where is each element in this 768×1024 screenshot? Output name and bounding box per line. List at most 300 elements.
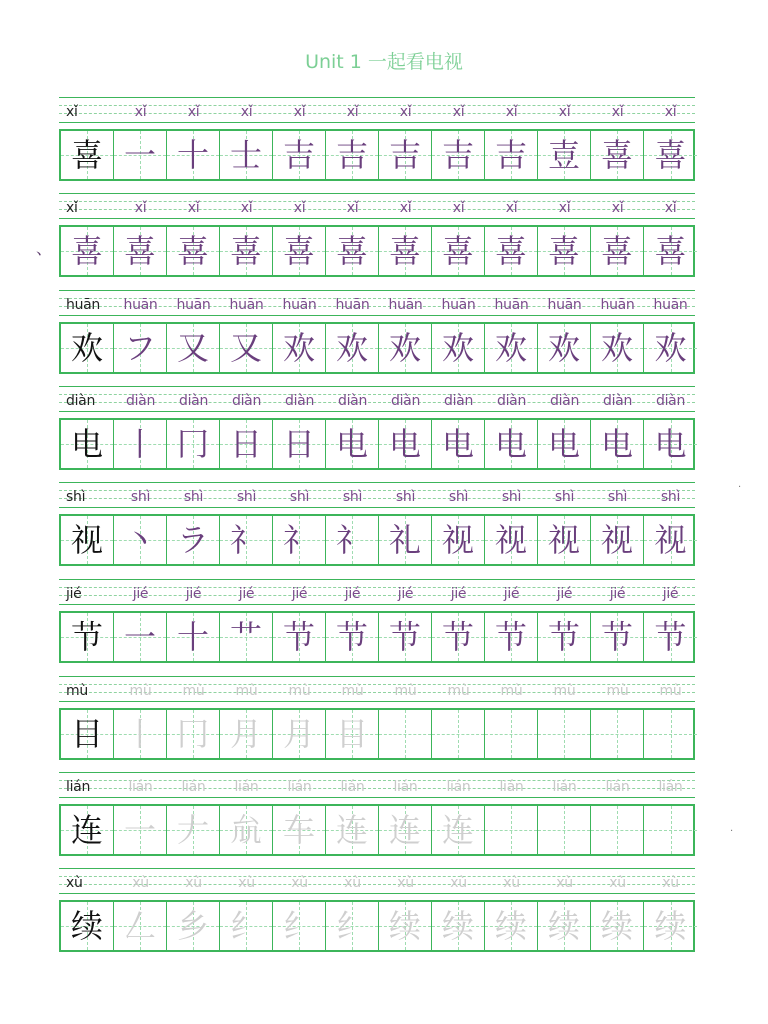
- pinyin-rule: [59, 579, 695, 580]
- pinyin-practice: diàn: [496, 393, 527, 409]
- practice-character: 一: [123, 811, 156, 849]
- practice-character: 电: [654, 425, 687, 463]
- practice-character: 节: [282, 618, 315, 656]
- practice-character: 电: [441, 425, 474, 463]
- example-char-cell: [61, 516, 114, 564]
- pinyin-practice: mù: [447, 683, 470, 699]
- example-character: 续: [70, 907, 103, 945]
- practice-char-cell: [273, 613, 326, 661]
- practice-char-cell: [432, 516, 485, 564]
- practice-char-cell: [167, 227, 220, 275]
- practice-char-cell: [326, 420, 379, 468]
- pinyin-practice: xǐ: [664, 200, 677, 216]
- pinyin-example: jié: [66, 586, 82, 602]
- pinyin-practice: xù: [662, 875, 679, 891]
- pinyin-practice: xù: [238, 875, 255, 891]
- pinyin-practice: xǐ: [452, 104, 465, 120]
- practice-char-cell: [432, 131, 485, 179]
- pinyin-band: [59, 676, 695, 702]
- example-character: 欢: [70, 329, 103, 367]
- practice-character: 视: [654, 521, 687, 559]
- pinyin-practice: xù: [450, 875, 467, 891]
- practice-character: 续: [547, 907, 580, 945]
- practice-character: 连: [335, 811, 368, 849]
- practice-character: 纟: [335, 907, 368, 945]
- pinyin-practice: huān: [335, 297, 370, 313]
- practice-character: 欢: [494, 329, 527, 367]
- practice-char-cell: [379, 516, 432, 564]
- practice-row-4: [59, 482, 695, 566]
- practice-char-cell: [114, 131, 167, 179]
- practice-character: 纟: [282, 907, 315, 945]
- practice-char-cell: [485, 420, 538, 468]
- practice-character: 节: [441, 618, 474, 656]
- practice-char-cell: [432, 420, 485, 468]
- practice-char-cell: [379, 227, 432, 275]
- practice-char-cell: [432, 324, 485, 372]
- practice-character: 节: [494, 618, 527, 656]
- pinyin-band: [59, 290, 695, 316]
- pinyin-practice: jié: [397, 586, 414, 602]
- example-character: 连: [70, 811, 103, 849]
- example-character: 目: [70, 715, 103, 753]
- pinyin-practice: diàn: [390, 393, 421, 409]
- pinyin-band: [59, 482, 695, 508]
- practice-character: 一: [123, 618, 156, 656]
- pinyin-rule: [59, 893, 695, 894]
- practice-character: 喜: [388, 232, 421, 270]
- practice-char-cell: [538, 131, 591, 179]
- practice-character: 节: [547, 618, 580, 656]
- practice-char-cell: [485, 613, 538, 661]
- practice-char-cell: [644, 710, 697, 758]
- practice-char-cell: [644, 806, 697, 854]
- practice-character: 视: [600, 521, 633, 559]
- practice-char-cell: [538, 613, 591, 661]
- pinyin-practice: lián: [658, 779, 683, 795]
- practice-char-cell: [114, 324, 167, 372]
- pinyin-rule: [59, 386, 695, 387]
- pinyin-rule: [59, 315, 695, 316]
- practice-char-cell: [538, 420, 591, 468]
- practice-character: 纟: [229, 907, 262, 945]
- pinyin-rule: [59, 772, 695, 773]
- practice-char-cell: [273, 324, 326, 372]
- practice-row-8: [59, 868, 695, 952]
- practice-character: 一: [123, 136, 156, 174]
- practice-row-3: [59, 386, 695, 470]
- pinyin-practice: shì: [183, 489, 204, 505]
- pinyin-practice: huān: [123, 297, 158, 313]
- pinyin-practice: shì: [130, 489, 151, 505]
- pinyin-practice: jié: [503, 586, 520, 602]
- pinyin-example: shì: [66, 489, 86, 505]
- practice-row-1: [59, 193, 695, 277]
- practice-char-cell: [432, 902, 485, 950]
- example-char-cell: [61, 613, 114, 661]
- practice-character: 冂: [176, 425, 209, 463]
- practice-character: 连: [388, 811, 421, 849]
- practice-row-2: [59, 290, 695, 374]
- cell-guide-horizontal: [538, 830, 590, 831]
- practice-character: 丶: [123, 521, 156, 559]
- practice-character: 视: [547, 521, 580, 559]
- pinyin-practice: lián: [446, 779, 471, 795]
- pinyin-practice: xǐ: [452, 200, 465, 216]
- practice-row-7: [59, 772, 695, 856]
- practice-char-cell: [273, 710, 326, 758]
- practice-character: 喜: [176, 232, 209, 270]
- practice-char-cell: [220, 324, 273, 372]
- cell-guide-horizontal: [485, 830, 537, 831]
- pinyin-band: [59, 386, 695, 412]
- practice-char-cell: [273, 902, 326, 950]
- practice-char-cell: [591, 324, 644, 372]
- pinyin-practice: xǐ: [346, 200, 359, 216]
- practice-character: 电: [388, 425, 421, 463]
- practice-char-cell: [485, 902, 538, 950]
- practice-character: 目: [335, 715, 368, 753]
- pinyin-practice: mù: [182, 683, 205, 699]
- practice-character: 电: [600, 425, 633, 463]
- practice-char-cell: [326, 324, 379, 372]
- practice-char-cell: [379, 806, 432, 854]
- practice-character: 喜: [547, 232, 580, 270]
- practice-character: フ: [123, 329, 156, 367]
- pinyin-practice: huān: [388, 297, 423, 313]
- pinyin-practice: mù: [341, 683, 364, 699]
- practice-char-cell: [220, 613, 273, 661]
- cell-guide-horizontal: [485, 734, 537, 735]
- pinyin-practice: huān: [282, 297, 317, 313]
- pinyin-practice: diàn: [231, 393, 262, 409]
- practice-character: 十: [176, 618, 209, 656]
- pinyin-practice: shì: [236, 489, 257, 505]
- pinyin-practice: xǐ: [240, 200, 253, 216]
- example-char-cell: [61, 131, 114, 179]
- pinyin-rule: [59, 290, 695, 291]
- pinyin-rule: [59, 193, 695, 194]
- practice-character: 欢: [600, 329, 633, 367]
- pinyin-practice: shì: [342, 489, 363, 505]
- practice-character: 续: [654, 907, 687, 945]
- practice-char-cell: [220, 516, 273, 564]
- cell-guide-horizontal: [591, 830, 643, 831]
- pinyin-practice: lián: [287, 779, 312, 795]
- pinyin-practice: shì: [660, 489, 681, 505]
- practice-char-cell: [379, 131, 432, 179]
- practice-character: 吉: [441, 136, 474, 174]
- example-char-cell: [61, 227, 114, 275]
- practice-character: 欢: [282, 329, 315, 367]
- pinyin-rule: [59, 868, 695, 869]
- pinyin-practice: xǐ: [505, 104, 518, 120]
- pinyin-practice: mù: [553, 683, 576, 699]
- pinyin-practice: huān: [653, 297, 688, 313]
- practice-character: 续: [600, 907, 633, 945]
- pinyin-practice: huān: [547, 297, 582, 313]
- example-char-cell: [61, 420, 114, 468]
- pinyin-practice: xù: [503, 875, 520, 891]
- pinyin-practice: xǐ: [293, 104, 306, 120]
- practice-character: 礻: [335, 521, 368, 559]
- practice-char-cell: [485, 131, 538, 179]
- pinyin-practice: xǐ: [611, 104, 624, 120]
- practice-character: 礼: [388, 521, 421, 559]
- practice-character: 喜: [229, 232, 262, 270]
- pinyin-practice: xù: [291, 875, 308, 891]
- tianzige-grid: [59, 611, 695, 663]
- pinyin-practice: xǐ: [611, 200, 624, 216]
- practice-char-cell: [220, 902, 273, 950]
- tianzige-grid: [59, 708, 695, 760]
- practice-char-cell: [114, 516, 167, 564]
- practice-char-cell: [591, 516, 644, 564]
- practice-char-cell: [379, 324, 432, 372]
- practice-char-cell: [220, 710, 273, 758]
- pinyin-rule: [59, 482, 695, 483]
- pinyin-rule: [59, 507, 695, 508]
- practice-character: 续: [388, 907, 421, 945]
- practice-char-cell: [644, 131, 697, 179]
- pinyin-practice: shì: [289, 489, 310, 505]
- pinyin-practice: xǐ: [399, 200, 412, 216]
- practice-row-6: [59, 676, 695, 760]
- practice-character: 欢: [335, 329, 368, 367]
- practice-character: 电: [494, 425, 527, 463]
- practice-character: 电: [335, 425, 368, 463]
- cell-guide-horizontal: [432, 734, 484, 735]
- practice-char-cell: [273, 420, 326, 468]
- practice-char-cell: [538, 710, 591, 758]
- practice-character: 𠃋: [123, 907, 156, 945]
- pinyin-practice: xǐ: [558, 200, 571, 216]
- practice-character: 礻: [229, 521, 262, 559]
- pinyin-practice: huān: [600, 297, 635, 313]
- practice-character: 电: [547, 425, 580, 463]
- practice-char-cell: [273, 806, 326, 854]
- practice-char-cell: [432, 806, 485, 854]
- example-character: 电: [70, 425, 103, 463]
- practice-character: 喜: [441, 232, 474, 270]
- pinyin-practice: xù: [556, 875, 573, 891]
- cell-guide-horizontal: [644, 734, 697, 735]
- practice-character: 喜: [494, 232, 527, 270]
- practice-character: 欢: [654, 329, 687, 367]
- practice-character: 喜: [335, 232, 368, 270]
- pinyin-practice: jié: [344, 586, 361, 602]
- example-character: 视: [70, 521, 103, 559]
- practice-char-cell: [432, 613, 485, 661]
- pinyin-practice: huān: [494, 297, 529, 313]
- pinyin-practice: huān: [229, 297, 264, 313]
- practice-character: 视: [441, 521, 474, 559]
- pinyin-practice: jié: [238, 586, 255, 602]
- stray-dot: ·: [730, 826, 734, 837]
- stray-dot: ·: [738, 482, 742, 493]
- practice-character: 冂: [176, 715, 209, 753]
- practice-char-cell: [379, 902, 432, 950]
- practice-char-cell: [644, 613, 697, 661]
- practice-char-cell: [538, 227, 591, 275]
- practice-char-cell: [167, 710, 220, 758]
- pinyin-practice: mù: [659, 683, 682, 699]
- pinyin-practice: mù: [129, 683, 152, 699]
- pinyin-practice: xù: [344, 875, 361, 891]
- pinyin-practice: huān: [176, 297, 211, 313]
- practice-character: 车: [282, 811, 315, 849]
- pinyin-practice: xù: [397, 875, 414, 891]
- tianzige-grid: [59, 322, 695, 374]
- practice-char-cell: [114, 902, 167, 950]
- practice-char-cell: [326, 710, 379, 758]
- practice-char-cell: [273, 227, 326, 275]
- pinyin-band: [59, 97, 695, 123]
- example-char-cell: [61, 324, 114, 372]
- pinyin-practice: xǐ: [293, 200, 306, 216]
- tianzige-grid: [59, 900, 695, 952]
- practice-char-cell: [485, 806, 538, 854]
- practice-character: 欢: [388, 329, 421, 367]
- practice-row-5: [59, 579, 695, 663]
- practice-char-cell: [220, 806, 273, 854]
- pinyin-practice: mù: [500, 683, 523, 699]
- pinyin-practice: huān: [441, 297, 476, 313]
- practice-char-cell: [326, 806, 379, 854]
- practice-character: 𠫠: [229, 811, 262, 849]
- practice-character: 吉: [388, 136, 421, 174]
- practice-char-cell: [644, 324, 697, 372]
- pinyin-practice: xǐ: [346, 104, 359, 120]
- example-char-cell: [61, 710, 114, 758]
- practice-character: 吉: [494, 136, 527, 174]
- practice-char-cell: [644, 902, 697, 950]
- practice-char-cell: [326, 131, 379, 179]
- pinyin-practice: xǐ: [187, 104, 200, 120]
- practice-character: 欢: [547, 329, 580, 367]
- practice-character: 喜: [123, 232, 156, 270]
- practice-character: 日: [282, 425, 315, 463]
- practice-character: 欢: [441, 329, 474, 367]
- pinyin-practice: jié: [132, 586, 149, 602]
- practice-character: 节: [388, 618, 421, 656]
- cell-guide-horizontal: [591, 734, 643, 735]
- practice-char-cell: [114, 710, 167, 758]
- practice-char-cell: [167, 131, 220, 179]
- practice-char-cell: [591, 613, 644, 661]
- pinyin-example: xǐ: [66, 104, 78, 120]
- tianzige-grid: [59, 418, 695, 470]
- practice-character: 壴: [547, 136, 580, 174]
- practice-character: ラ: [176, 521, 209, 559]
- practice-char-cell: [220, 420, 273, 468]
- practice-char-cell: [114, 420, 167, 468]
- practice-character: 视: [494, 521, 527, 559]
- pinyin-practice: diàn: [549, 393, 580, 409]
- pinyin-band: [59, 579, 695, 605]
- practice-char-cell: [326, 613, 379, 661]
- practice-char-cell: [326, 227, 379, 275]
- pinyin-practice: lián: [605, 779, 630, 795]
- practice-char-cell: [167, 420, 220, 468]
- pinyin-practice: xǐ: [187, 200, 200, 216]
- practice-character: 喜: [600, 232, 633, 270]
- pinyin-practice: diàn: [443, 393, 474, 409]
- pinyin-practice: diàn: [178, 393, 209, 409]
- pinyin-practice: diàn: [125, 393, 156, 409]
- practice-character: 连: [441, 811, 474, 849]
- pinyin-practice: xù: [609, 875, 626, 891]
- practice-char-cell: [538, 806, 591, 854]
- practice-char-cell: [326, 516, 379, 564]
- example-character: 喜: [70, 232, 103, 270]
- pinyin-practice: jié: [450, 586, 467, 602]
- pinyin-practice: lián: [128, 779, 153, 795]
- pinyin-example: mù: [66, 683, 88, 699]
- practice-character: 十: [176, 136, 209, 174]
- cell-guide-horizontal: [379, 734, 431, 735]
- practice-char-cell: [644, 227, 697, 275]
- pinyin-rule: [59, 676, 695, 677]
- pinyin-practice: lián: [234, 779, 259, 795]
- practice-character: 𠂇: [176, 811, 209, 849]
- pinyin-practice: shì: [607, 489, 628, 505]
- pinyin-example: diàn: [66, 393, 96, 409]
- pinyin-practice: xǐ: [664, 104, 677, 120]
- pinyin-band: [59, 193, 695, 219]
- pinyin-practice: jié: [609, 586, 626, 602]
- practice-char-cell: [644, 516, 697, 564]
- pinyin-practice: lián: [340, 779, 365, 795]
- practice-character: 月: [229, 715, 262, 753]
- margin-stroke-mark: 、: [36, 239, 53, 258]
- pinyin-band: [59, 868, 695, 894]
- pinyin-practice: xù: [185, 875, 202, 891]
- practice-character: 续: [441, 907, 474, 945]
- practice-character: 喜: [600, 136, 633, 174]
- pinyin-example: xǐ: [66, 200, 78, 216]
- practice-character: 喜: [282, 232, 315, 270]
- practice-character: 喜: [654, 232, 687, 270]
- pinyin-practice: shì: [554, 489, 575, 505]
- practice-char-cell: [591, 227, 644, 275]
- pinyin-practice: mù: [235, 683, 258, 699]
- practice-character: 士: [229, 136, 262, 174]
- practice-char-cell: [220, 131, 273, 179]
- practice-character: 节: [335, 618, 368, 656]
- page-title: Unit 1 一起看电视: [305, 51, 463, 73]
- pinyin-rule: [59, 604, 695, 605]
- example-character: 喜: [70, 136, 103, 174]
- tianzige-grid: [59, 225, 695, 277]
- practice-character: 丨: [123, 425, 156, 463]
- practice-char-cell: [485, 227, 538, 275]
- pinyin-practice: xǐ: [134, 104, 147, 120]
- practice-char-cell: [538, 902, 591, 950]
- tianzige-grid: [59, 129, 695, 181]
- pinyin-practice: diàn: [284, 393, 315, 409]
- pinyin-practice: jié: [662, 586, 679, 602]
- pinyin-practice: xǐ: [134, 200, 147, 216]
- practice-char-cell: [379, 613, 432, 661]
- cell-guide-horizontal: [644, 830, 697, 831]
- practice-row-0: [59, 97, 695, 181]
- pinyin-practice: mù: [288, 683, 311, 699]
- pinyin-practice: lián: [393, 779, 418, 795]
- practice-character: 吉: [282, 136, 315, 174]
- pinyin-rule: [59, 97, 695, 98]
- example-char-cell: [61, 806, 114, 854]
